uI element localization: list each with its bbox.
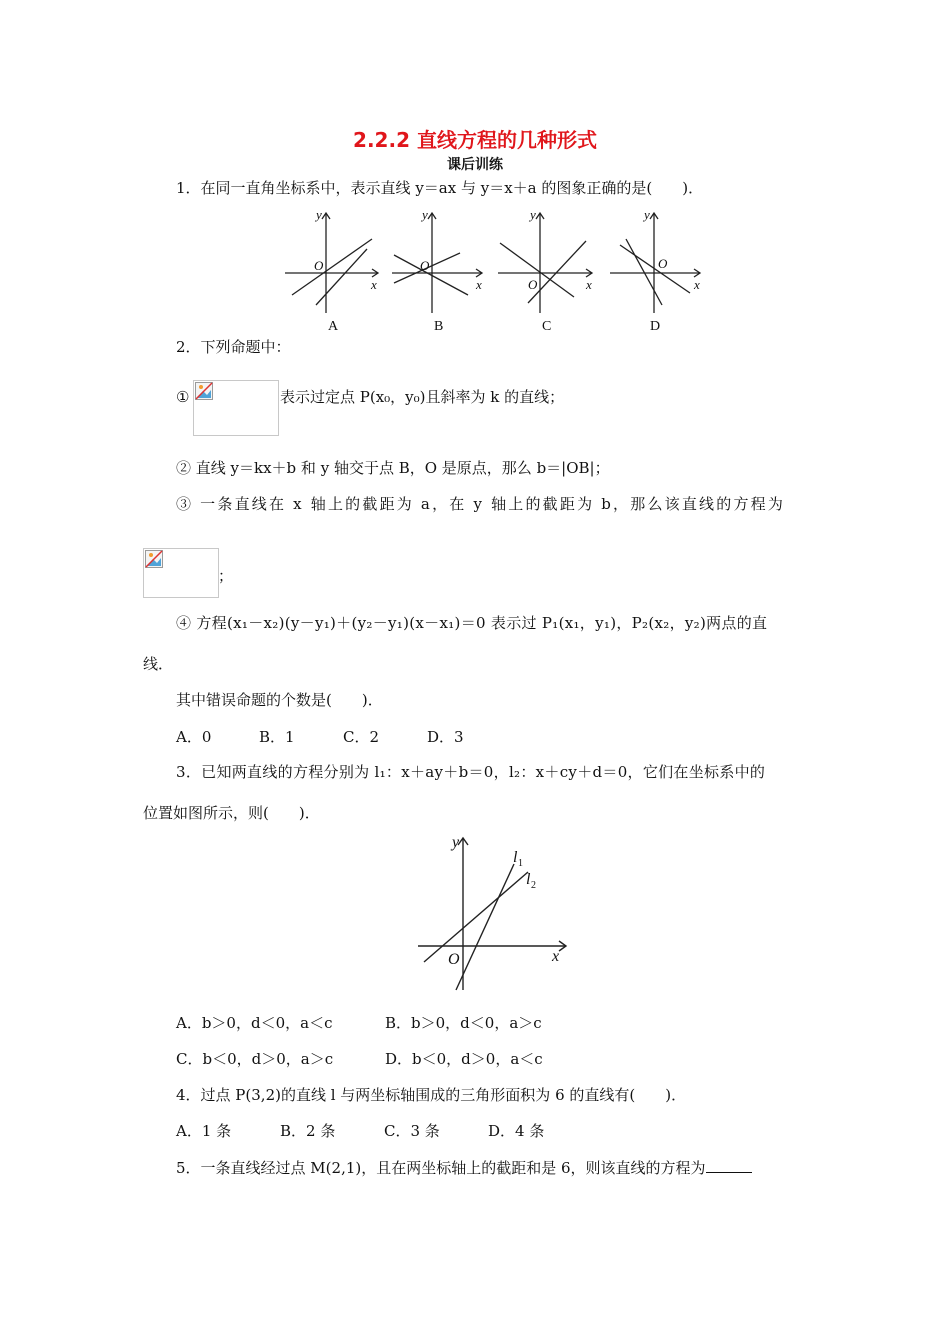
- q1-graph-d-origin: O: [658, 256, 668, 271]
- q1-graph-d-y-label: y: [644, 207, 650, 222]
- q1-graph-a-y-label: y: [316, 207, 322, 222]
- page-title: 2.2.2 直线方程的几种形式: [353, 128, 597, 152]
- q2-item1-text: 表示过定点 P(x₀，y₀)且斜率为 k 的直线；: [280, 388, 565, 406]
- q5-answer-blank[interactable]: [706, 1158, 752, 1173]
- q4-option-d: D．4 条: [488, 1122, 545, 1140]
- q1-graphs: [280, 205, 710, 335]
- q4-option-b: B．2 条: [280, 1122, 336, 1140]
- q5-text-content: 5．一条直线经过点 M(2,1)，且在两坐标轴上的截距和是 6，则该直线的方程为: [176, 1159, 706, 1177]
- q1-graph-b-caption: B: [434, 319, 444, 334]
- q3-l1-sub: 1: [518, 858, 523, 869]
- q3-origin-label: O: [448, 951, 460, 968]
- q5-text: [176, 1158, 752, 1178]
- q1-graph-a-x-label: x: [371, 277, 377, 292]
- q1-graph-d-x-label: x: [694, 277, 700, 292]
- q2-item4-line2: 线．: [143, 655, 174, 673]
- q3-option-d: D．b＜0，d＞0，a＜c: [385, 1050, 543, 1068]
- q1-graph-d-caption: D: [650, 319, 661, 334]
- q3-option-c: C．b＜0，d＞0，a＞c: [176, 1050, 334, 1068]
- q1-graph-b-origin: O: [420, 258, 430, 273]
- q4-option-c: C．3 条: [384, 1122, 440, 1140]
- q1-graph-c-line-2: [528, 241, 586, 303]
- q2-item1-formula-image: [193, 380, 279, 436]
- q3-line2: 位置如图所示，则( )．: [143, 804, 320, 822]
- q2-option-b: B．1: [259, 728, 295, 746]
- q2-option-d: D．3: [427, 728, 464, 746]
- q3-line-l2: [424, 872, 528, 962]
- q3-figure: [410, 828, 580, 998]
- q1-graph-b-x-label: x: [476, 277, 482, 292]
- q2-stem: 2．下列命题中：: [176, 338, 291, 356]
- q1-graph-c-origin: O: [528, 277, 538, 292]
- q2-item2: ② 直线 y＝kx＋b 和 y 轴交于点 B，O 是原点，那么 b＝|OB|；: [176, 459, 610, 477]
- q1-graph-d-line-2: [626, 239, 662, 305]
- q1-graph-d-line-1: [620, 245, 690, 293]
- q1-graph-b-y-label: y: [422, 207, 428, 222]
- q2-question: 其中错误命题的个数是( )．: [176, 691, 383, 709]
- q1-graph-a-line-2: [316, 249, 367, 305]
- q2-item3-end: ；: [218, 567, 234, 585]
- q2-item1-prefix: ①: [176, 388, 190, 406]
- q2-item3: ③ 一条直线在 x 轴上的截距为 a，在 y 轴上的截距为 b，那么该直线的方程为: [176, 495, 786, 513]
- q3-line1: 3．已知两直线的方程分别为 l₁：x＋ay＋b＝0，l₂：x＋cy＋d＝0，它们在坐标系中的: [176, 763, 766, 781]
- q1-graph-c-caption: C: [542, 319, 552, 334]
- q2-item3-formula-image: [143, 548, 219, 598]
- q1-graph-c-x-label: x: [586, 277, 592, 292]
- q1-graph-a-origin: O: [314, 258, 324, 273]
- q3-l1-label: l: [513, 849, 518, 866]
- q1-text: 1．在同一直角坐标系中，表示直线 y＝ax 与 y＝x＋a 的图象正确的是( )．: [176, 179, 704, 197]
- q3-option-b: B．b＞0，d＜0，a＞c: [385, 1014, 542, 1032]
- q2-option-c: C．2: [343, 728, 380, 746]
- q1-graph-a-caption: A: [328, 319, 339, 334]
- broken-image-icon: [195, 382, 213, 400]
- q3-l2-sub: 2: [531, 880, 536, 891]
- q3-l2-label: l: [526, 871, 531, 888]
- q1-graph-c-y-label: y: [530, 207, 536, 222]
- q3-y-label: y: [452, 834, 460, 851]
- q3-x-label: x: [552, 948, 560, 965]
- q4-option-a: A．1 条: [176, 1122, 232, 1140]
- q3-option-a: A．b＞0，d＜0，a＜c: [176, 1014, 333, 1032]
- q1-graph-b-line-1: [394, 255, 468, 295]
- broken-image-icon: [145, 550, 163, 568]
- q2-option-a: A．0: [176, 728, 212, 746]
- q2-item4-line1: ④ 方程(x₁－x₂)(y－y₁)＋(y₂－y₁)(x－x₁)＝0 表示过 P₁(x₁，y₁)，P₂(x₂，y₂)两点的直: [176, 614, 768, 632]
- page-subtitle: 课后训练: [447, 157, 503, 173]
- q4-text: 4．过点 P(3,2)的直线 l 与两坐标轴围成的三角形面积为 6 的直线有( )．: [176, 1086, 687, 1104]
